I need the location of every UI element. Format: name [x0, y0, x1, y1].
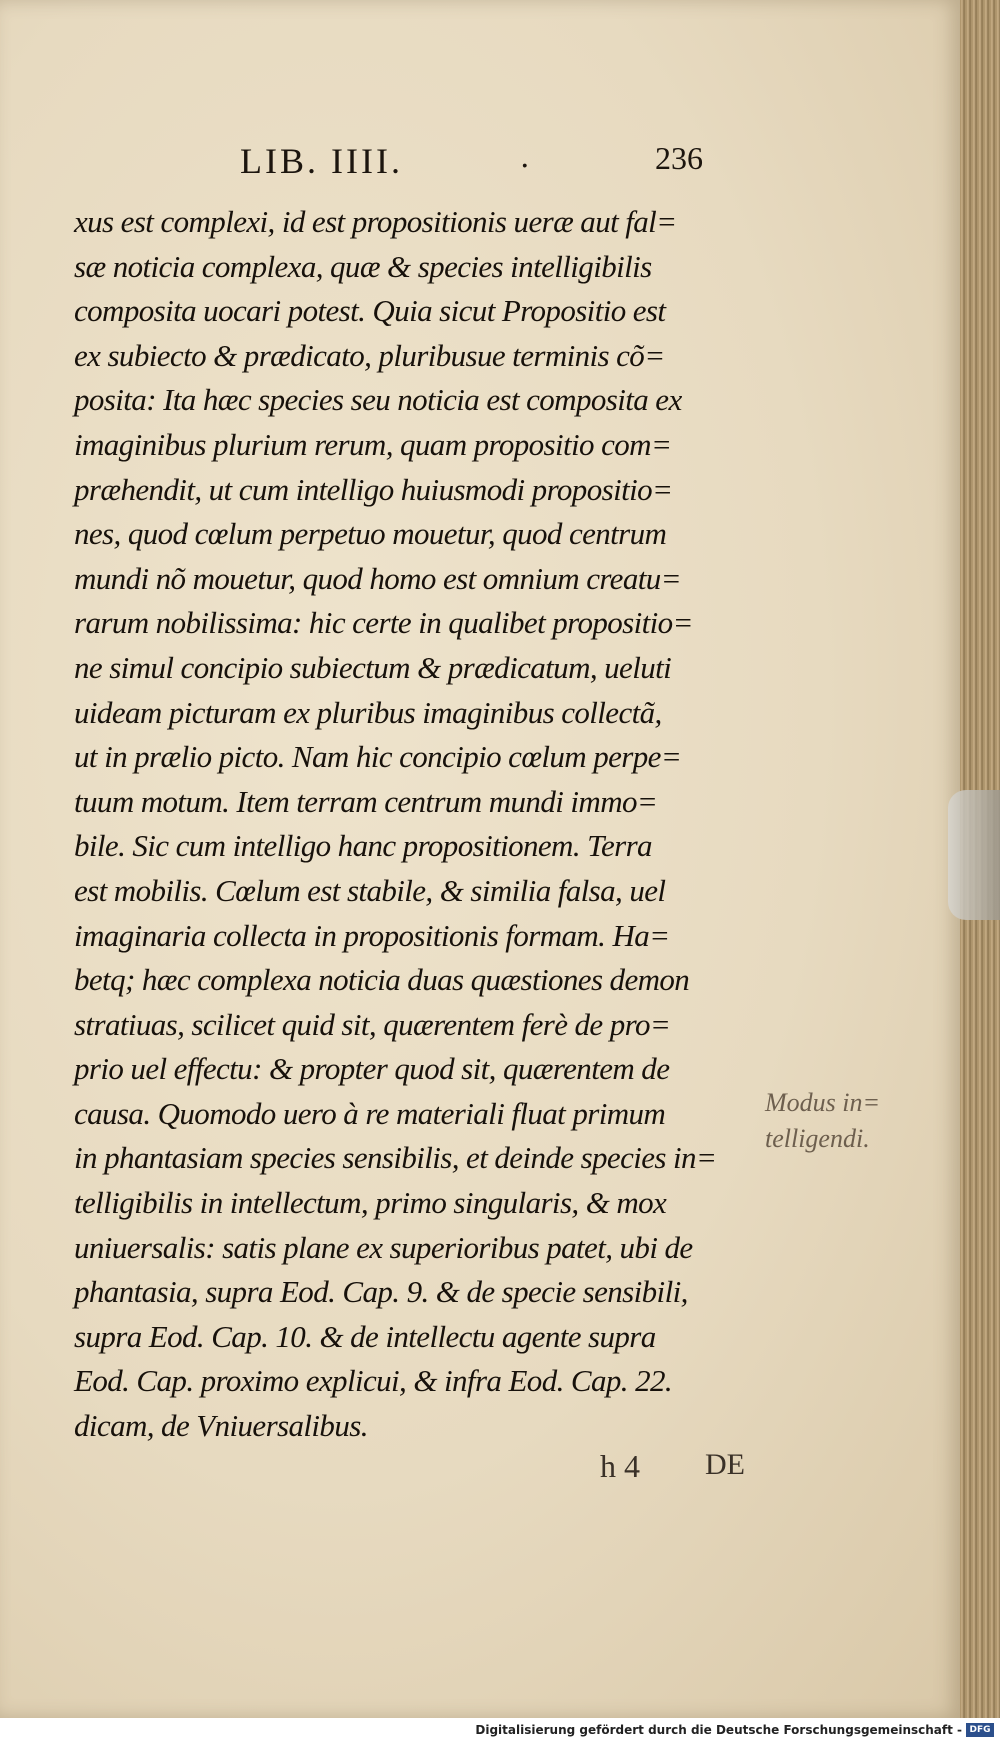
text-line: ut in prælio picto. Nam hic concipio cœlum perpe= — [74, 739, 682, 775]
text-line: Eod. Cap. proximo explicui, & infra Eod. Cap. 22. — [74, 1363, 673, 1399]
text-line: dicam, de Vniuersalibus. — [74, 1408, 368, 1444]
attribution-bar — [0, 1718, 1000, 1742]
page-number: 236 — [655, 140, 703, 176]
text-line: nes, quod cœlum perpetuo mouetur, quod centrum — [74, 516, 667, 552]
text-line: stratiuas, scilicet quid sit, quærentem ferè de pro= — [74, 1006, 671, 1042]
catchword: DE — [705, 1448, 745, 1481]
marginal-note-line: telligendi. — [765, 1124, 870, 1153]
text-line: prio uel effectu: & propter quod sit, quærentem de — [74, 1051, 670, 1087]
page-header — [0, 140, 960, 190]
header-dot: . — [520, 140, 530, 175]
text-line: uniuersalis: satis plane ex superioribus patet, ubi de — [74, 1229, 693, 1265]
marginal-note — [765, 1085, 915, 1157]
text-line: rarum nobilissima: hic certe in qualibet propositio= — [74, 605, 693, 641]
text-line: posita: Ita hæc species seu noticia est composita ex — [74, 382, 682, 418]
text-line: præhendit, ut cum intelligo huiusmodi propositio= — [74, 471, 673, 507]
text-line: uideam picturam ex pluribus imaginibus collectã, — [74, 694, 662, 730]
text-line: ex subiecto & prædicato, pluribusue terminis cõ= — [74, 337, 665, 373]
text-line: in phantasiam species sensibilis, et deinde species in= — [74, 1140, 717, 1176]
text-line: composita uocari potest. Quia sicut Propositio est — [74, 293, 666, 329]
text-line: supra Eod. Cap. 10. & de intellectu agente supra — [74, 1318, 656, 1354]
marginal-note-line: Modus in= — [765, 1088, 881, 1117]
text-line: bile. Sic cum intelligo hanc propositionem. Terra — [74, 828, 652, 864]
text-line: phantasia, supra Eod. Cap. 9. & de specie sensibili, — [74, 1274, 688, 1310]
text-line: xus est complexi, id est propositionis ueræ aut fal= — [74, 204, 677, 239]
text-line: betq; hæc complexa noticia duas quæstiones demon — [74, 962, 690, 998]
body-text — [74, 200, 754, 1449]
page-clip — [948, 790, 1000, 920]
signature-mark: h 4 — [600, 1448, 640, 1484]
running-head: LIB. IIII. — [240, 141, 403, 181]
dfg-logo-icon: DFG — [966, 1723, 994, 1737]
text-line: est mobilis. Cœlum est stabile, & similia falsa, uel — [74, 872, 666, 908]
text-line: imaginaria collecta in propositionis formam. Ha= — [74, 917, 670, 953]
page-footer — [0, 1448, 960, 1488]
attribution-text: Digitalisierung gefördert durch die Deutsche Forschungsgemeinschaft - — [475, 1723, 962, 1737]
text-line: sæ noticia complexa, quæ & species intelligibilis — [74, 248, 652, 284]
text-line: tuum motum. Item terram centrum mundi immo= — [74, 783, 658, 819]
text-line: imaginibus plurium rerum, quam propositio com= — [74, 426, 672, 462]
text-line: ne simul concipio subiectum & prædicatum, ueluti — [74, 649, 672, 685]
text-line: telligibilis in intellectum, primo singularis, & mox — [74, 1185, 667, 1221]
text-line: causa. Quomodo uero à re materiali fluat primum — [74, 1095, 666, 1131]
text-line: mundi nõ mouetur, quod homo est omnium creatu= — [74, 560, 681, 596]
